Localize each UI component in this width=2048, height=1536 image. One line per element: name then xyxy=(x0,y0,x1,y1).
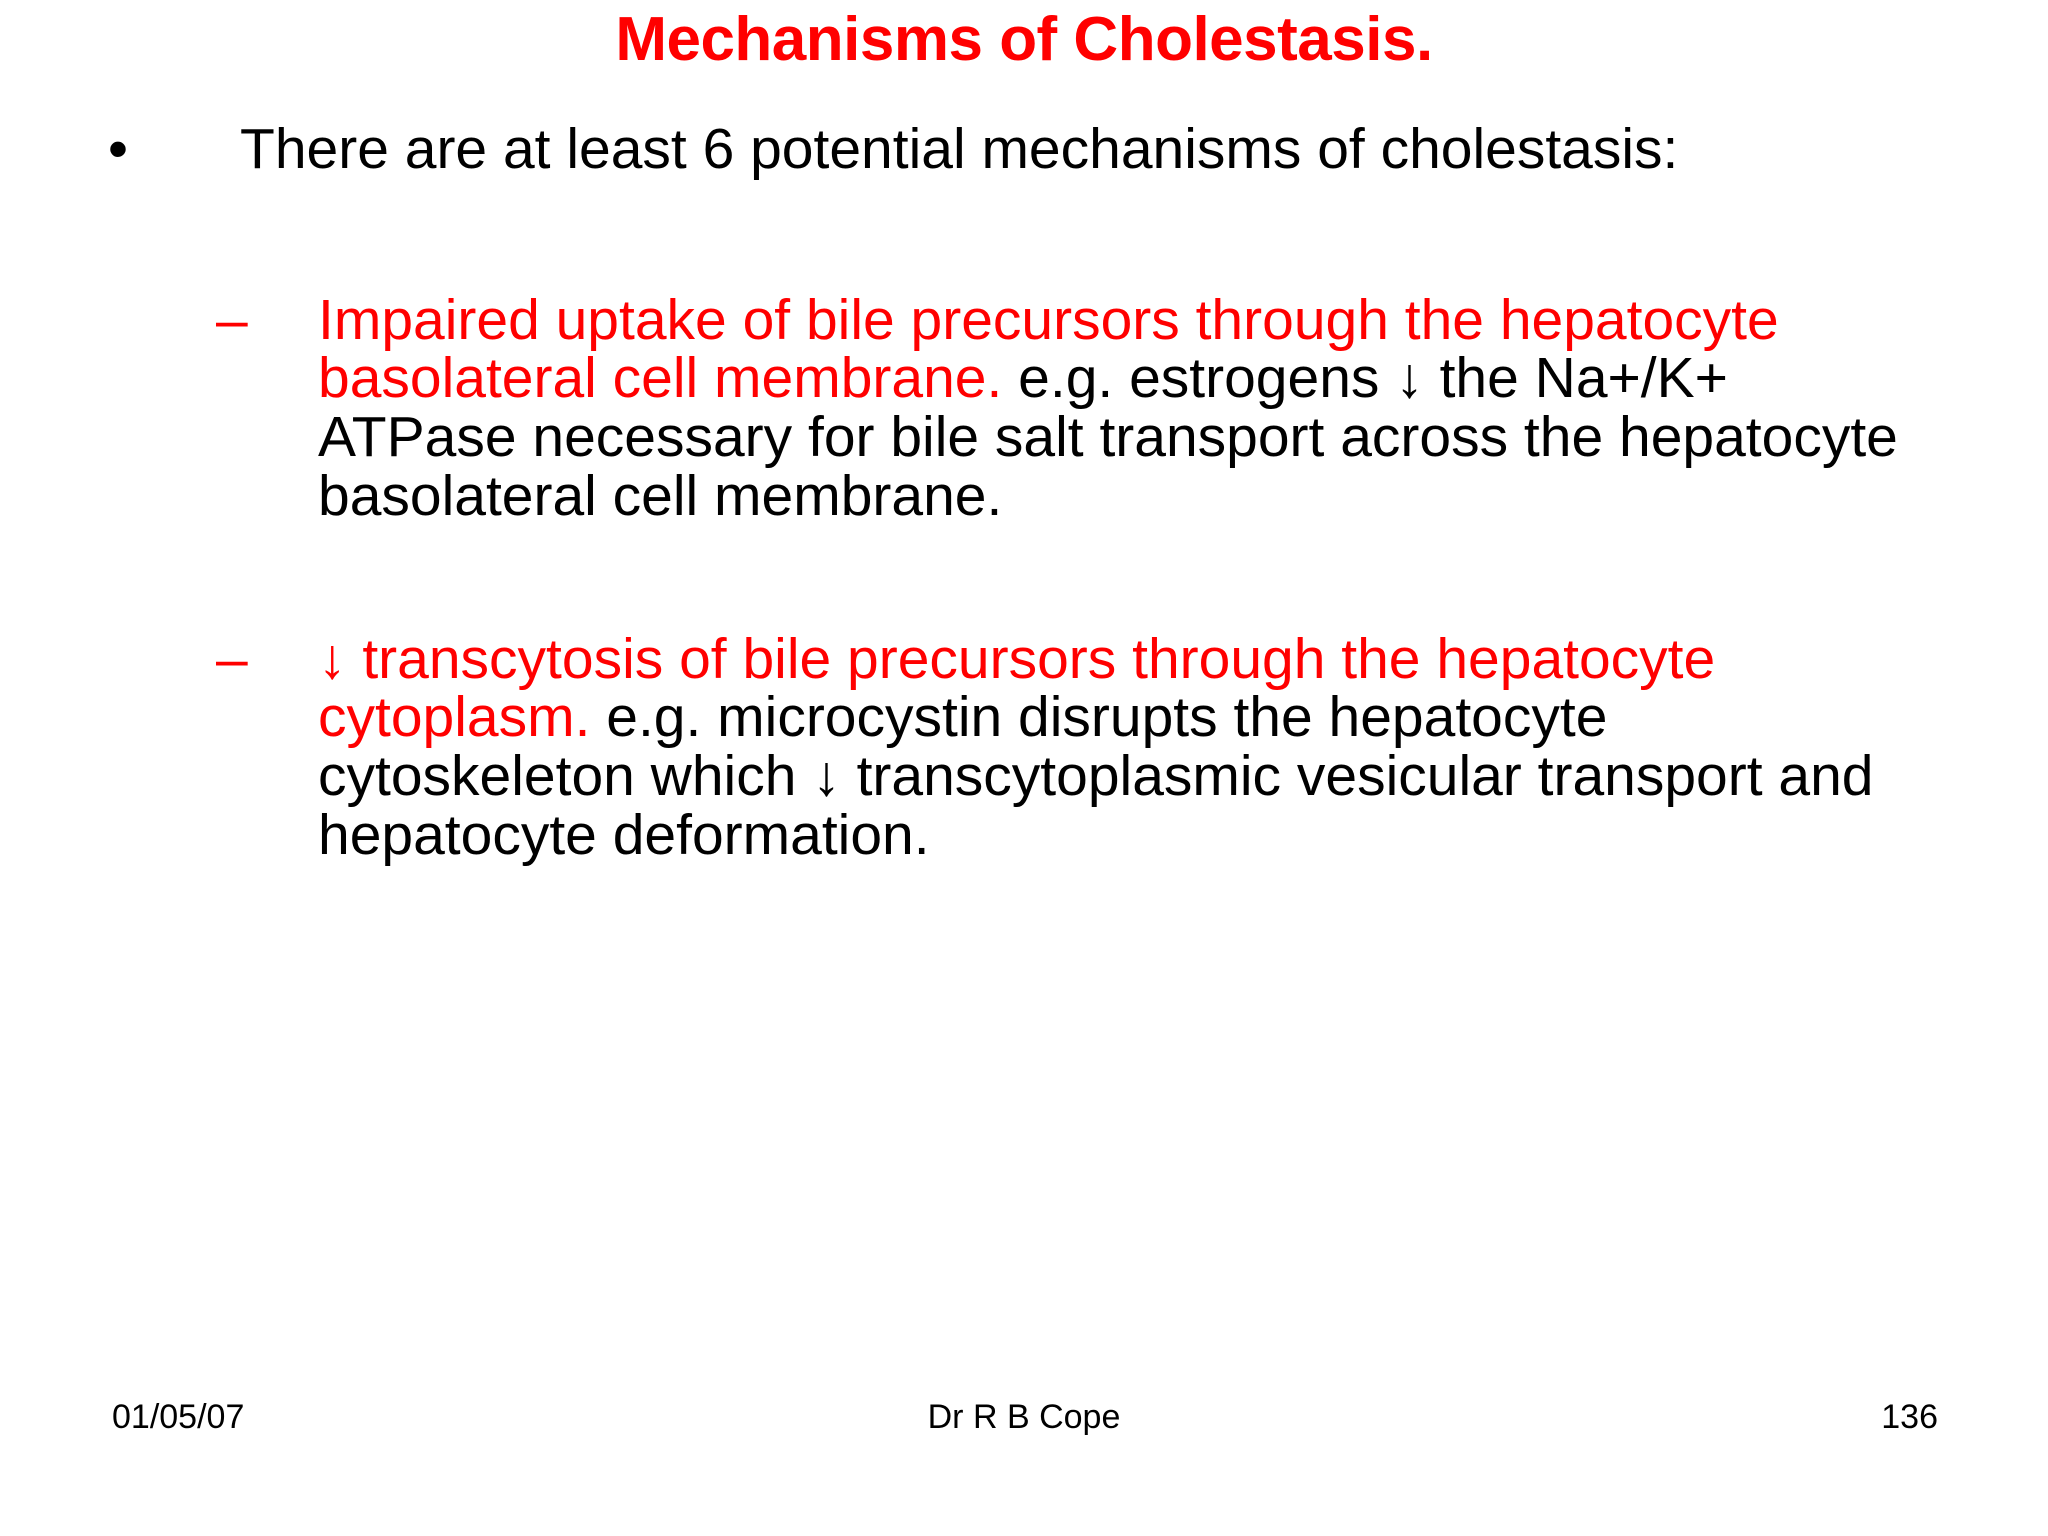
footer-date: 01/05/07 xyxy=(112,1398,245,1436)
slide-body xyxy=(0,117,2048,867)
bullet-sub2-red-text: ↓ transcytosis of bile precursors through the hepatocyte cytoplasm. xyxy=(318,626,1716,750)
bullet-marker-dash-2: – xyxy=(216,626,248,691)
footer-page-number: 136 xyxy=(1881,1398,1938,1436)
spacer-2 xyxy=(0,526,2048,630)
bullet-sub2-black-text: e.g. microcystin disrupts the hepatocyte cytoskeleton which ↓ transcytoplasmic vesicular transport and hepatocyte deformation. xyxy=(318,685,1874,867)
bullet-sub1-red-text: Impaired uptake of bile precursors through the hepatocyte basolateral cell membrane. xyxy=(318,287,1779,411)
page-title: Mechanisms of Cholestasis. xyxy=(615,5,1433,74)
bullet-sub1 xyxy=(0,287,2048,528)
bullet-level1 xyxy=(0,117,2048,181)
bullet-sub2 xyxy=(0,626,2048,867)
bullet-marker-dot: • xyxy=(108,117,128,181)
spacer-1 xyxy=(0,179,2048,291)
footer-author: Dr R B Cope xyxy=(927,1398,1121,1436)
bullet-marker-dash-1: – xyxy=(216,287,248,352)
bullet-sub1-black-text: e.g. estrogens ↓ the Na+/K+ ATPase necessary for bile salt transport across the hepatocyte basolateral cell membrane. xyxy=(318,346,1898,528)
slide-footer xyxy=(0,1398,2048,1468)
bullet-level1-text: There are at least 6 potential mechanisms of cholestasis: xyxy=(240,117,1679,181)
